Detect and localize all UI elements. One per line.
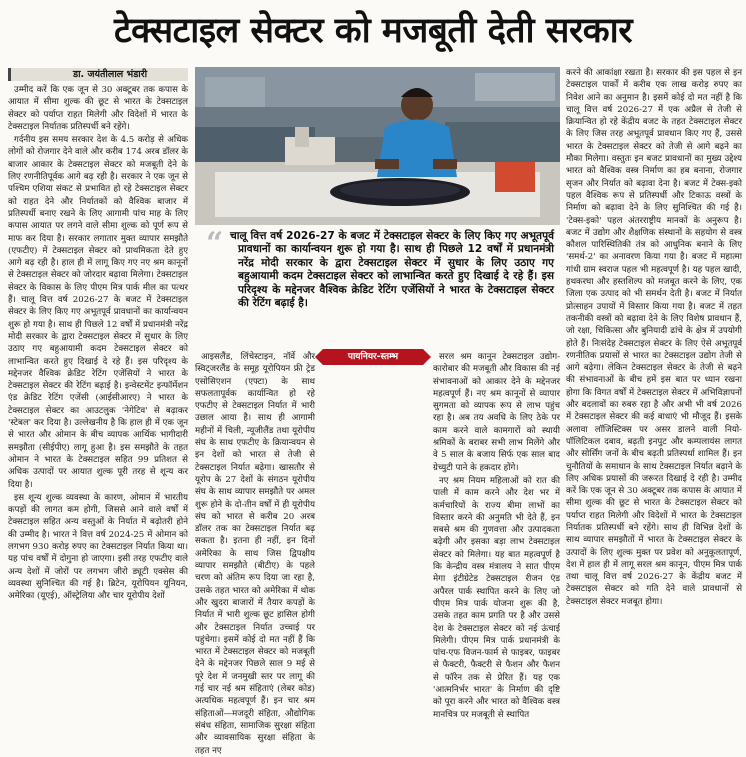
column-badge: पायनियर-स्तम्भ bbox=[323, 349, 423, 365]
column-2 bbox=[195, 351, 315, 756]
paragraph: करने की आकांक्षा रखता है। सरकार की इस पहल से इन टेक्सटाइल पार्कों में करीब एक लाख करोड़ रुपए का निवेश आने का अनुमान है। इसमें कोई दो मत नहीं है कि चालू वित्त वर्ष 2026-27 में एक अप्रैल से तेजी से क्रियान्वित हो रहे केंद्रीय बजट के तहत टेक्सटाइल सेक्टर के लिए जिस तरह अभूतपूर्व प्रावधान किए गए हैं, उससे भारत के टेक्सटाइल सेक्टर को तेजी से आगे बढ़ने का मौका मिलेगा। वस्तुतः इन बजट प्रावधानों का मुख्य उद्देश्य भारत को वैश्विक वस्त्र निर्माण का हब बनाना, रोजगार सृजन और निर्यात को बढ़ावा देना है। बजट में टेक्स-इको पहल वैश्विक रूप से प्रतिस्पर्धी और टिकाऊ वस्त्रों के निर्माण को बढ़ावा देने के लिए सुनिश्चित की गई है। 'टेक्स-इको' पहल अंतरराष्ट्रीय मानकों के अनुरूप है। बजट में उद्योग और शैक्षणिक संस्थानों के सहयोग से वस्त्र कौशल पारिस्थितिकी तंत्र को आधुनिक बनाने के लिए 'समर्थ-2' का अनावरण किया गया है। बजट में महात्मा गांधी ग्राम स्वराज पहल भी महत्वपूर्ण है। यह पहल खादी, हथकरघा और हस्तशिल्प को मजबूत करने के लिए, एक जिला एक उत्पाद को भी समर्थन देती है। बजट में निर्यात प्रोत्साहन उपायों में विस्तार किया गया है। बजट में तहत तकनीकी वस्त्रों को बढ़ावा देने के लिए विशेष प्रावधान हैं, जो रक्षा, चिकित्सा और बुनियादी ढांचे के क्षेत्र में उपयोगी होते हैं। निःसंदेह टेक्सटाइल सेक्टर के लिए ऐसे अभूतपूर्व रणनीतिक प्रयासों से भारत का टेक्सटाइल उद्योग तेजी से आगे बढ़ेगा। लेकिन टेक्सटाइल सेक्टर के तेजी से बढ़ने की संभावनाओं के बीच हमें इस बात पर ध्यान रखना होगा कि विगत वर्षों में टेक्सटाइल सेक्टर में अभिविज्ञापनों और बदलावों का रुबरु रहा है और अभी भी वर्ष 2026 में टेक्सटाइल सेक्टर की कई बाधाएं भी मौजूद हैं। इसके अलावा लॉजिस्टिक्स पर असर डालने वाली नियो-पॉलिटिकल दबाव, बढ़ती इनपुट और कम्पलायंस लागत और सोर्सिंग जनों के बीच बढ़ती प्रतिस्पर्धा शामिल हैं। इन चुनौतियों के समाधान के साथ टेक्सटाइल निर्यात बढ़ाने के लिए अधिक प्रयासों की जरूरत दिखाई दे रही है। उम्मीद करें कि एक जून से 30 अक्टूबर तक कपास के आयात में सीमा शुल्क की छूट से भारत के टेक्सटाइल सेक्टर को पर्याप्त राहत मिलेगी और विदेशों में भारत के टेक्सटाइल निर्यातक प्रतिस्पर्धी बने रहेंगे। साथ ही विभिन्न देशों के साथ व्यापार समझौतों में भारत के टेक्सटाइल सेक्टर के उत्पादों के लिए शुल्क मुक्त पर प्रवेश को अनुकूलतापूर्ण, देश में हाल ही में लागू सरल श्रम कानून, पीएम मित्र पार्क तथा चालू वित्त वर्ष 2026-27 के केंद्रीय बजट में टेक्सटाइल सेक्टर को गति देने वाले प्रावधानों से टेक्सटाइल सेक्टर मजबूत होगा। bbox=[566, 68, 742, 607]
headline: टेक्सटाइल सेक्टर को मजबूती देती सरकार bbox=[113, 10, 633, 51]
paragraph: सरल श्रम कानून टेक्सटाइल उद्योग-कारोबार की मजबूती और विकास की नई संभावनाओं को आकार देने के मद्देनजर महत्वपूर्ण हैं। नए श्रम कानूनों से व्यापार सुगमता को व्यापक रूप से लाभ पहुंच रहा है। अब तय अवधि के लिए ठेके पर काम करने वाले कामगारों को स्थायी श्रमिकों के बराबर सभी लाभ मिलेंगे और वे 5 साल के बजाय सिर्फ एक साल बाद ग्रेच्युटी पाने के हकदार होंगे। bbox=[433, 352, 560, 473]
textile-worker-photo bbox=[195, 67, 560, 225]
badge-arrow-right bbox=[423, 349, 431, 365]
column-1 bbox=[8, 84, 188, 624]
article-photo bbox=[195, 67, 560, 225]
byline: डा. जयंतीलाल भंडारी bbox=[8, 68, 188, 81]
column-4 bbox=[566, 67, 742, 624]
paragraph: उम्मीद करें कि एक जून से 30 अक्टूबर तक कपास के आयात में सीमा शुल्क की छूट से भारत के टेक्सटाइल सेक्टर को पर्याप्त राहत मिलेगी और विदेशों में भारत के टेक्सटाइल निर्यातक प्रतिस्पर्धी बने रहेंगे। bbox=[8, 85, 188, 132]
quote-mark-icon: “ bbox=[206, 226, 224, 261]
paragraph: इस शून्य शुल्क व्यवस्था के कारण, ओमान में भारतीय कपड़ों की लागत कम होगी, जिससे आने वाले वर्षों में टेक्सटाइल सहित अन्य वस्तुओं के निर्यात में बढ़ोतरी होने की उम्मीद है। भारत ने वित्त वर्ष 2024-25 में ओमान को लगभग 930 करोड़ रुपए का टेक्सटाइल निर्यात किया था। यह पांच वर्षों में दोगुना हो जाएगा। इसी तरह एफटीए वाले अन्य देशों में जोरों पर लगभग जीरो ड्यूटी एक्सेस की व्यवस्था सुनिश्चित की गई है। ब्रिटेन, यूरोपियन यूनियन, अमेरिका (यूएई), ऑस्ट्रेलिया और चार यूरोपीय देशों bbox=[8, 492, 188, 602]
paragraph: गर्दनीय इस समय सरकार देश के 4.5 करोड़ से अधिक लोगों को रोजगार देने वाले और करीब 174 अरब डॉलर के बाजार आकार के टेक्सटाइल सेक्टर को मजबूती देने के लिए रणनीतिपूर्वक आगे बढ़ रही है। सरकार ने एक जून से पश्चिम एशिया संकट से प्रभावित हो रहे टेक्सटाइल सेक्टर को राहत देने और निर्यातकों को वैश्विक बाजार में प्रतिस्पर्धी बनाए रखने के लिए आगामी पांच माह के लिए कपास आयात पर लगने वाले सीमा शुल्क को पूर्ण रूप से माफ कर दिया है। सरकार लगातार मुक्त व्यापार समझौते (एफटीए) में टेक्सटाइल सेक्टर को प्राथमिकता देते हुए आगे बढ़ रही है। हाल ही में लागू किए गए नए श्रम कानूनों से टेक्सटाइल सेक्टर को जोरदार बढ़ावा मिलेगा। टेक्सटाइल सेक्टर के विकास के लिए पीएम मित्र पार्क मील का पत्थर हैं। चालू वित्त वर्ष 2026-27 के बजट में टेक्सटाइल सेक्टर के लिए किए गए अभूतपूर्व प्रावधानों का कार्यान्वयन शुरू हो गया है। साथ ही पिछले 12 वर्षों में प्रधानमंत्री नरेंद्र मोदी सरकार के द्वारा टेक्सटाइल सेक्टर में सुधार के लिए उठाए गए बहुआयामी कदम टेक्सटाइल सेक्टर को लाभान्वित करते हुए दिखाई दे रहे हैं। इस परिदृश्य के मद्देनजर वैश्विक क्रेडिट रेटिंग एजेंसियों ने भारत के टेक्सटाइल सेक्टर की रेटिंग बढ़ाई है। इन्वेस्टमेंट इन्फॉर्मेशन एंड क्रेडिट रेटिंग एजेंसी (आईसीआरए) ने भारत के टेक्सटाइल सेक्टर का आउटलुक 'नेगेटिव' से बढ़ाकर 'स्टेबल' कर दिया है। उल्लेखनीय है कि हाल ही में एक जून से भारत और ओमान के बीच व्यापक आर्थिक भागीदारी समझौता (सीईपीए) लागू हुआ है। इस समझौते के तहत ओमान ने भारत के टेक्सटाइल सहित 99 प्रतिशत से अधिक उत्पादों पर आयात शुल्क पूरी तरह से शून्य कर दिया है। bbox=[8, 135, 188, 490]
pull-quote: चालू वित्त वर्ष 2026-27 के बजट में टेक्सटाइल सेक्टर के लिए किए गए अभूतपूर्व प्रावधानों का कार्यान्वयन शुरू हो गया है। साथ ही पिछले 12 वर्षों में प्रधानमंत्री नरेंद्र मोदी सरकार के द्वारा टेक्सटाइल सेक्टर में सुधार के लिए उठाए गए बहुआयामी कदम टेक्सटाइल सेक्टर को लाभान्वित करते हुए दिखाई दे रहे हैं। इस परिदृश्य के मद्देनजर वैश्विक क्रेडिट रेटिंग एजेंसियों ने भारत के टेक्सटाइल सेक्टर की रेटिंग बढ़ाई है। bbox=[230, 230, 554, 310]
paragraph: नए श्रम नियम महिलाओं को रात की पाली में काम करने और देश भर में कर्मचारियों के राज्य बीमा लाभों का विस्तार करने की अनुमति भी देते हैं, इन सबसे श्रम की गुणवत्ता और उत्पादकता बढ़ेगी और इसका बड़ा लाभ टेक्सटाइल सेक्टर को मिलेगा। यह बात महत्वपूर्ण है कि केन्द्रीय वस्त्र मंत्रालय ने सात पीएम मेगा इंटीग्रेटेड टेक्सटाइल रीजन एंड अपैरल पार्क स्थापित करने के लिए जो पीएम मित्र पार्क योजना शुरू की है, उसके तहत काम प्रगति पर है और उससे देश के टेक्सटाइल सेक्टर को नई ऊंचाई मिलेगी। पीएम मित्र पार्क प्रधानमंत्री के पांच-एफ विजन-फार्म से फाइबर, फाइबर से फैक्टरी, फैक्टरी से फैशन और फैशन से फॉरेन तक से प्रेरित हैं। यह एक 'आत्मनिर्भर भारत' के निर्माण की दृष्टि को पूरा करने और भारत को वैश्विक वस्त्र मानचित्र पर मजबूती से स्थापित bbox=[433, 475, 560, 720]
badge-arrow-left bbox=[315, 349, 323, 365]
column-3 bbox=[433, 351, 560, 720]
paragraph: आइसलैंड, लिंचेस्टाइन, नॉर्वे और स्विट्जरलैंड के समूह यूरोपियन फ्री ट्रेड एसोसिएशन (एफ्टा) के साथ सफलतापूर्वक कार्यान्वित हो रहे एफटीए से टेक्सटाइल निर्यात में भारी उछाल आया है। साथ ही आगामी महीनों में चिली, न्यूजीलैंड तथा यूरोपीय संघ के साथ एफटीए के क्रियान्वयन से इन देशों को भारत से तेजी से टेक्सटाइल निर्यात बढ़ेगा। खासतौर से यूरोप के 27 देशों के संगठन यूरोपीय संघ के साथ व्यापार समझौते पर अमल शुरू होने के दो-तीन वर्षों में ही यूरोपीय संघ को भारत से करीब 20 अरब डॉलर तक का टेक्सटाइल निर्यात बढ़ सकता है। इतना ही नहीं, इन दिनों अमेरिका के साथ जिस द्विपक्षीय व्यापार समझौते (बीटीए) के पहले चरण को अंतिम रूप दिया जा रहा है, उसके तहत भारत को अमेरिका में थोक और खुदरा बाजारों में तैयार कपड़ों के निर्यात में भारी शुल्क छूट हासिल होगी और टेक्सटाइल निर्यात उच्चाई पर पहुंचेगा। इसमें कोई दो मत नहीं हैं कि भारत में टेक्सटाइल सेक्टर को मजबूती देने के मद्देनजर पिछले साल 9 मई से पूरे देश में जनमुखी स्तर पर लागू की गई चार नई श्रम संहिताएं (लेबर कोड) अत्यधिक महत्वपूर्ण हैं। इन चार श्रम संहिताओं—मजदूरी संहिता, औद्योगिक संबंध संहिता, सामाजिक सुरक्षा संहिता और व्यावसायिक सुरक्षा संहिता के तहत नए bbox=[195, 352, 315, 756]
